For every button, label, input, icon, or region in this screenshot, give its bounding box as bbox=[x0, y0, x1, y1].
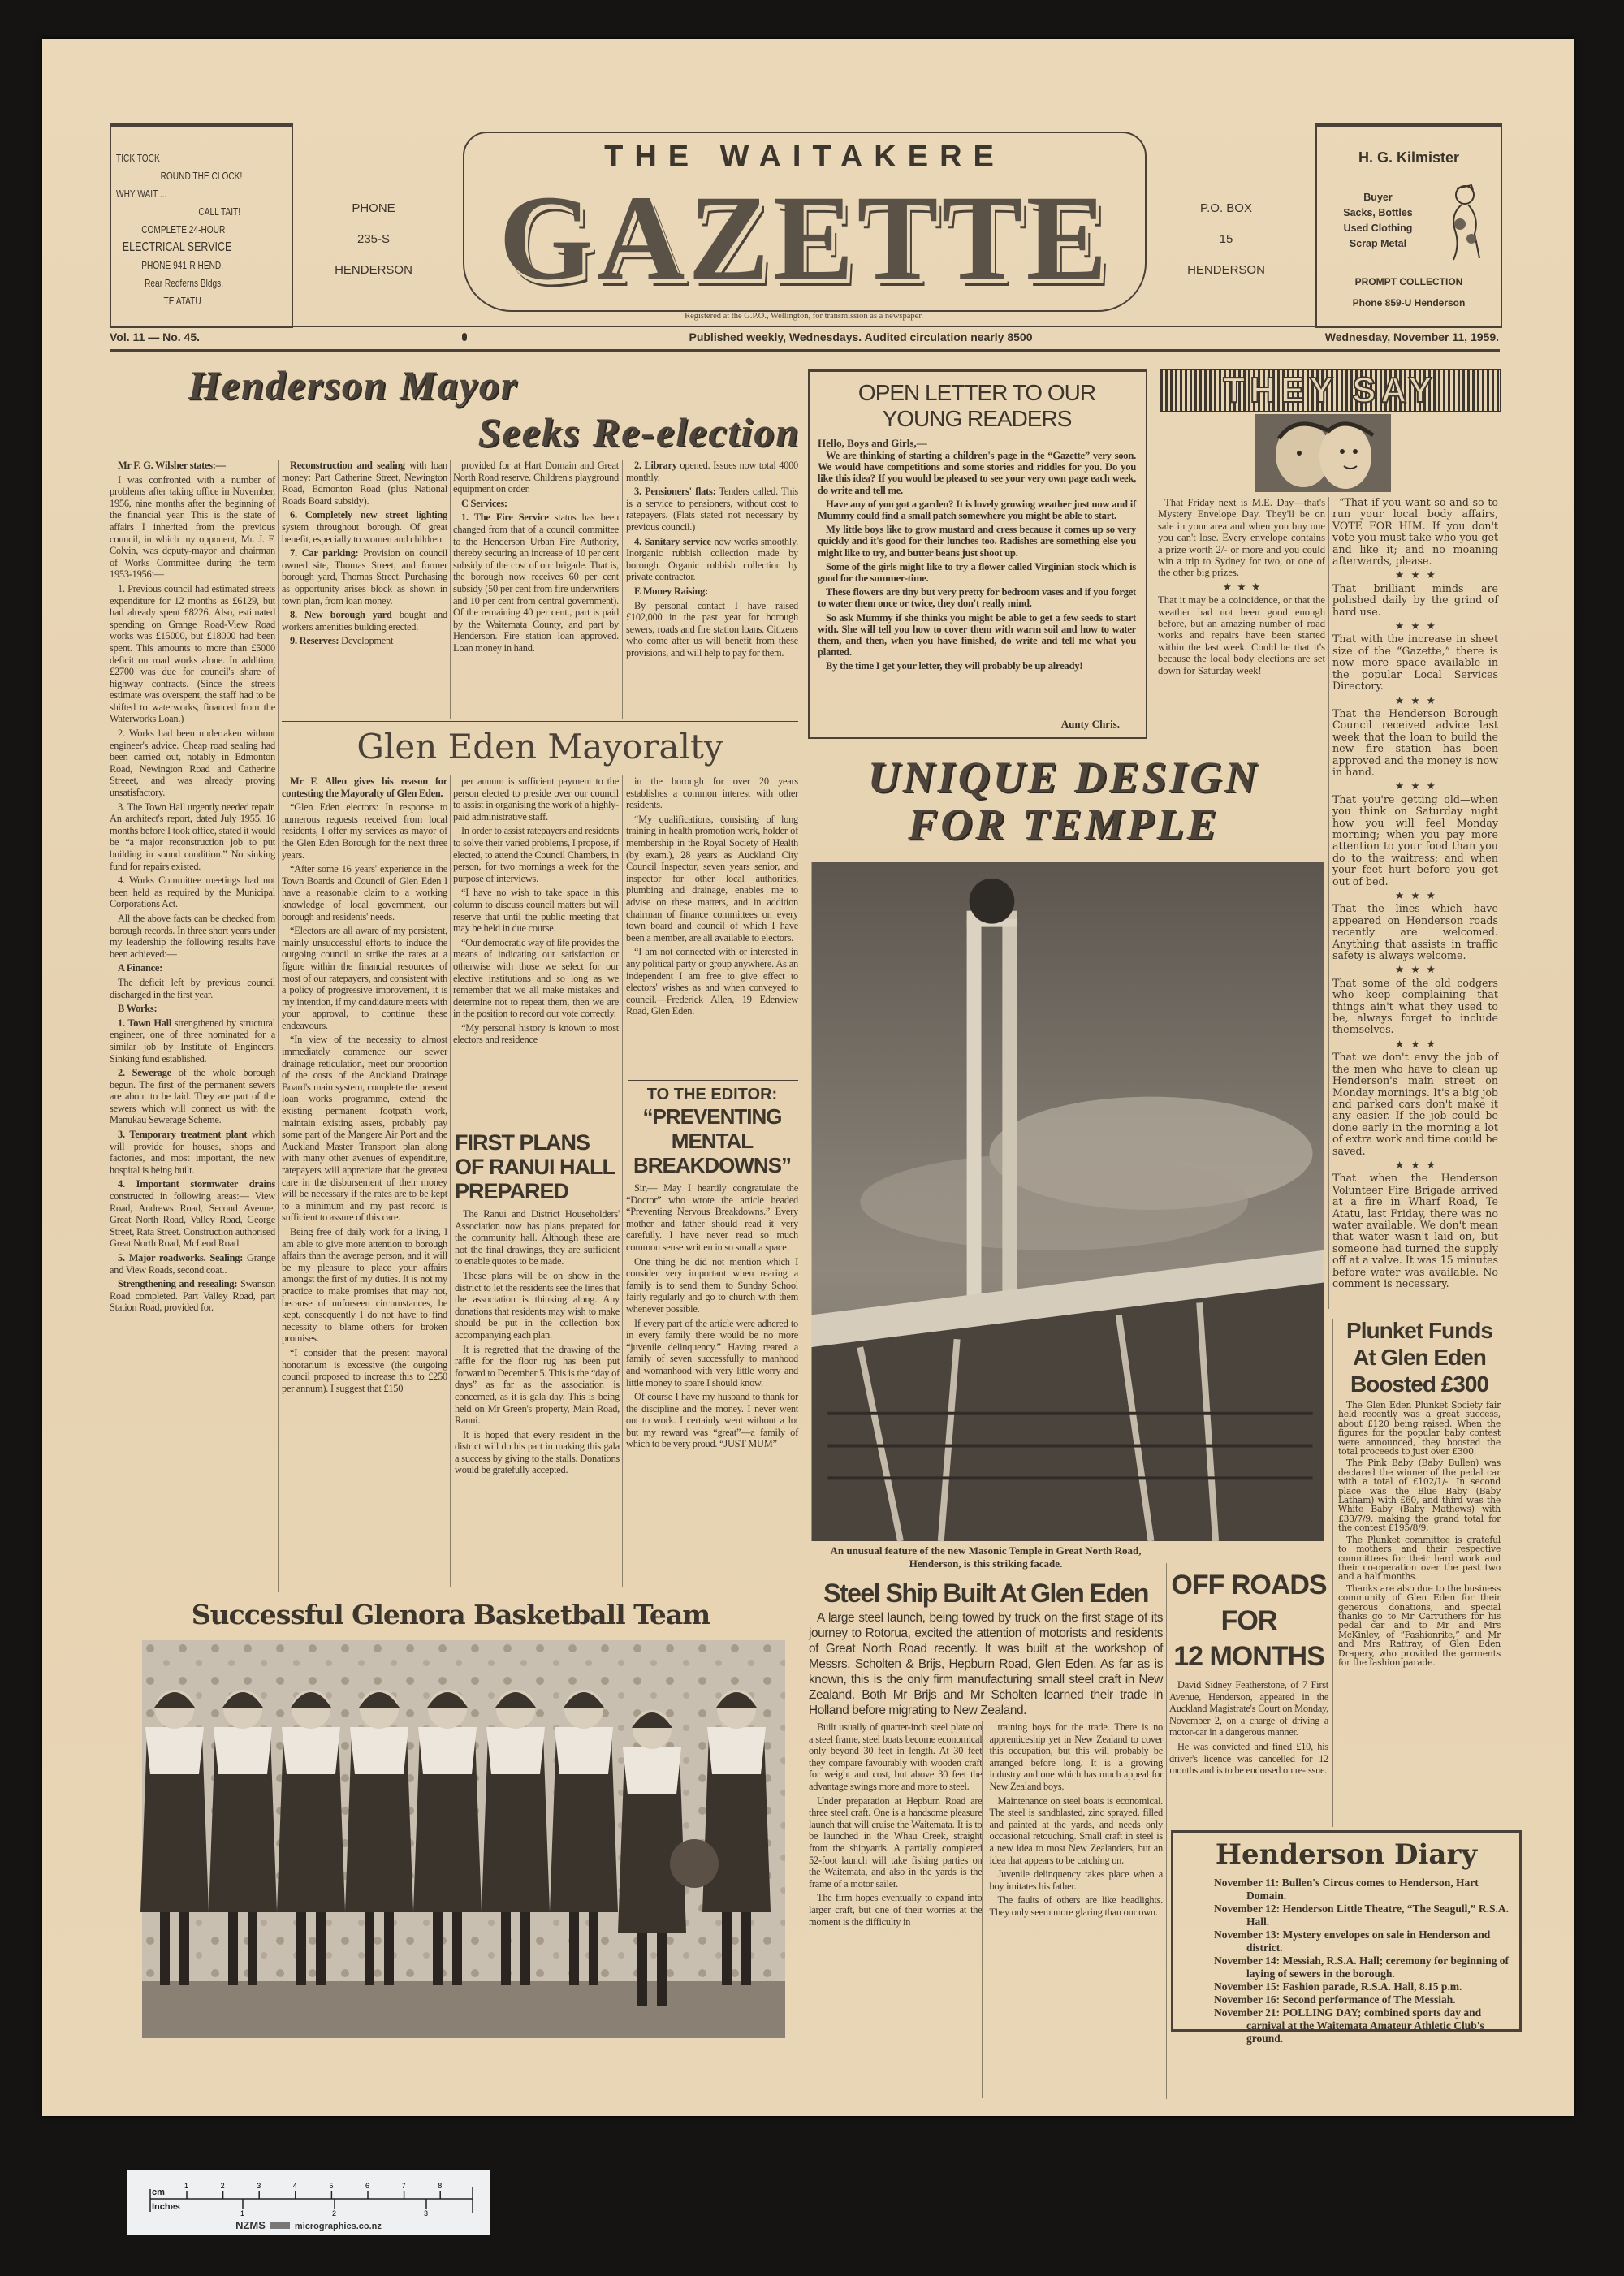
off-roads-headline bbox=[1169, 1567, 1328, 1674]
paragraph: These flowers are tiny but very pretty for bedroom vases and if you forget to water them once or twice, they don't really mind. bbox=[818, 586, 1136, 610]
ruler-inches-label: Inches bbox=[152, 2202, 180, 2212]
temple-headline bbox=[804, 754, 1324, 848]
paragraph bbox=[282, 460, 447, 507]
cm-tick-label: 2 bbox=[220, 2182, 225, 2190]
publication-note: Published weekly, Wednesdays. Audited circulation nearly 8500 bbox=[689, 330, 1033, 343]
paragraph: “I am not connected with or interested in any political party or group anywhere. As an independent I am free to give effect to electors' wishes as and when conveyed to council.—Frederick Allen, 19 Edenview Road, Glen Eden. bbox=[626, 946, 798, 1017]
paragraph: “My qualifications, consisting of long training in health promotion work, holder of membership in the Royal Society of Health (by exam.), 28 years as Auckland City Council Inspector, seven years senior, and inspector for other local authorities, plumbing and drainage, enables me to advise on these matters, and in addition chairman of finance committees on every town board and council of which I have been a member, are all available to electors. bbox=[626, 813, 798, 944]
paragraph: 1. Previous council had estimated streets expenditure for 12 months as £6129, but had already spent £8226. Also, estimated spending on Grange Road-View Road works was £15000, but £18000 had been spent. This amounts to more than £5000 deficit on road works alone. In addition, £2700 was due for council's share of highway contracts. (Since the streets estimate was overspent, the staff had to be shifted to waterworks, financed from the Waterworks Loan.) bbox=[110, 582, 275, 725]
inch-tick-label: 1 bbox=[240, 2209, 245, 2218]
paragraph: In order to assist ratepayers and residents to solve their varied problems, I propose, if elected, to attend the Council Chambers, in person, for two mornings a week for the purpose of interviews. bbox=[453, 825, 619, 884]
cm-tick-label: 5 bbox=[329, 2182, 334, 2190]
paragraph: The Ranui and District Householders' Association now has plans prepared for the community hall. Although these are not the final drawings, they are sufficient to enable quotes to be made. bbox=[455, 1208, 620, 1268]
paragraph-text: Grange and View Roads, second coat.. bbox=[110, 1252, 275, 1276]
cm-tick-label: 8 bbox=[438, 2182, 443, 2190]
temple-photo-caption: An unusual feature of the new Masonic Temple in Great North Road, Henderson, is this striking facade. bbox=[809, 1544, 1163, 1574]
paragraph-lead: Mr F. G. Wilsher states:— bbox=[118, 460, 226, 471]
phone-number: 235-S bbox=[356, 232, 391, 246]
column-divider bbox=[982, 1721, 983, 2098]
paragraph-text: constructed in following areas:— View Road, Andrews Road, Second Avenue, Great North Road, Valley Road, George Street, Rata Street. Construction authorised Great North Road, McLeod Road. bbox=[110, 1190, 275, 1250]
steel-ship-columns bbox=[809, 1721, 1163, 2098]
ad-line: Scrap Metal bbox=[1349, 238, 1407, 249]
headline-line: UNIQUE DESIGN bbox=[867, 753, 1260, 801]
gossip-cartoon-icon bbox=[1255, 414, 1391, 492]
editor-kicker: TO THE EDITOR: bbox=[646, 1086, 778, 1103]
paragraph: Being free of daily work for a living, I am able to give more attention to borough affairs than the average person, and it will be my pleasure to place your affairs amongst the first of my duties. It is not my practice to make promises that may not, because of unforseen circumstances, be kept, consequently I do not have to find necessity to blame others for broken promises. bbox=[282, 1225, 447, 1345]
paragraph-lead: E Money Raising: bbox=[634, 585, 708, 597]
column-divider bbox=[1328, 497, 1329, 1309]
paragraph-lead: 6. Completely new street lighting bbox=[290, 509, 447, 521]
paragraph-text: Swanson Road completed. Part Valley Road, part Station Road, provided for. bbox=[110, 1278, 275, 1314]
pobox-block bbox=[1169, 193, 1283, 286]
steel-ship-lead: A large steel launch, being towed by truck on the first stage of its journey to Rotorua, excited the attention of motorists and residents of Great North Road recently. It was built at the workshop of Messrs. Scholten & Brijs, Hepburn Road, Glen Eden. As far as is known, this is the only firm manufacturing small steel craft in New Zealand. Both Mr Brijs and Mr Scholten learned their trade in Holland before migrating to New Zealand. bbox=[809, 1611, 1163, 1717]
plunket-body bbox=[1338, 1401, 1501, 1827]
plunket-article bbox=[1338, 1317, 1501, 1827]
paragraph: Juvenile delinquency takes place when a boy imitates his father. bbox=[989, 1868, 1163, 1892]
ad-line: Sacks, Bottles bbox=[1343, 207, 1413, 218]
scale-ruler bbox=[127, 2170, 490, 2235]
paragraph bbox=[110, 1067, 275, 1126]
ad-line: PHONE 941-R HEND. bbox=[141, 259, 224, 271]
paragraph: 4. Works Committee meetings had not been held as required by the Municipal Corporations Act. bbox=[110, 875, 275, 910]
paragraph bbox=[626, 585, 798, 598]
paragraph: I was confronted with a number of problems after taking office in November, 1956, nine months after the beginning of the financial year. This is the state of affairs I inherited from the previous council, in which my opponent, Mr. J. F. Colvin, was deputy-mayor and chairman of Works Committee during the term 1953-1956:— bbox=[110, 473, 275, 581]
glen-eden-column-3 bbox=[626, 775, 798, 1076]
diary-entries bbox=[1173, 1873, 1519, 2045]
column-divider bbox=[1332, 1319, 1333, 1827]
player-blouse bbox=[486, 1727, 545, 1774]
column-divider bbox=[622, 775, 623, 1587]
paragraph: in the borough for over 20 years establishes a common interest with other residents. bbox=[626, 775, 798, 811]
editor-article bbox=[626, 1085, 798, 1587]
headline-line: OFF ROADS bbox=[1171, 1570, 1327, 1600]
ad-line: Rear Redferns Bldgs. bbox=[145, 277, 224, 289]
cm-tick-label: 3 bbox=[257, 2182, 261, 2190]
paragraph: ★ ★ ★ That some of the old codgers who keep complaining that things ain't what they used to be, always forget to include themselves. bbox=[1332, 964, 1498, 1035]
pobox-label: P.O. BOX bbox=[1200, 201, 1252, 215]
section-rule bbox=[282, 721, 798, 722]
paragraph: Built usually of quarter-inch steel plate on a steel frame, steel boats become economical only beyond 30 feet in length. At 30 feet they compare favourably with wooden craft for weight and cost, but above 30 feet the advantage swings more and more to steel. bbox=[809, 1721, 983, 1792]
paragraph-lead: 9. Reserves: bbox=[290, 635, 339, 647]
paragraph-lead: 2. Library bbox=[634, 460, 677, 471]
pobox-number: 15 bbox=[1219, 232, 1233, 246]
paragraph: “Glen Eden electors: In response to numerous requests received from local residents, I offer my services as mayor of the Glen Eden Borough for the next three years. bbox=[282, 801, 447, 861]
rag-man-illustration-icon bbox=[1439, 182, 1489, 263]
ruler-brand bbox=[127, 2220, 490, 2232]
headline-line: FOR TEMPLE bbox=[908, 800, 1220, 849]
ad-line: CALL TAIT! bbox=[198, 205, 241, 218]
ruler-cm-label: cm bbox=[152, 2187, 165, 2197]
ad-line: ROUND THE CLOCK! bbox=[160, 170, 243, 182]
ranui-article bbox=[455, 1130, 620, 1587]
paragraph: “After some 16 years' experience in the Town Boards and Council of Glen Eden I have a reasonable claim to a working knowledge of local government, our borough and residents' needs. bbox=[282, 863, 447, 922]
paragraph-text: now works smoothly. Inorganic rubbish collection made by borough. Organic rubbish collection by private contractor. bbox=[626, 535, 798, 583]
paragraph: November 11: Bullen's Circus comes to Henderson, Hart Domain. bbox=[1214, 1877, 1479, 1902]
paragraph bbox=[110, 1178, 275, 1250]
paragraph-lead: 1. The Fire Service bbox=[461, 512, 549, 524]
paragraph bbox=[110, 962, 275, 974]
headline-line: 12 MONTHS bbox=[1173, 1641, 1324, 1672]
player-blouse bbox=[418, 1727, 477, 1774]
bullet-mark bbox=[462, 333, 467, 341]
glen-eden-column-1 bbox=[282, 775, 447, 1587]
paragraph: Maintenance on steel boats is economical. The steel is sandblasted, zinc sprayed, filled and painted at the yards, and needs only occasional retouching. Small craft in steel is a new idea to most New Zealanders, but an idea that appears to be catching on. bbox=[989, 1794, 1163, 1866]
gazette-logo bbox=[463, 132, 1147, 312]
paragraph bbox=[282, 635, 447, 647]
masthead-rule-top bbox=[110, 326, 1500, 327]
steel-ship-column-1 bbox=[809, 1721, 983, 2098]
paragraph: The Pink Baby (Baby Bullen) was declared the winner of the pedal car with a total of £102/1/-. In second place was the Blue Baby (Baby Latham) with £60, and third was the White Baby (Baby Mathews) with £33/7/9, making the grand total for the contest £195/8/9. bbox=[1338, 1458, 1501, 1534]
paragraph: It is hoped that every resident in the district will do his part in making this gala a success by giving to the stalls. Donations would be gratefully accepted. bbox=[455, 1428, 620, 1476]
paragraph: “Our democratic way of life provides the means of indicating our satisfaction or otherwise with those we select for our elective institutions and so long as we remember that we all make mistakes and determine not to repeat them, then we are in the position to record our vote correctly. bbox=[453, 936, 619, 1020]
paragraph bbox=[282, 547, 447, 607]
paragraph: 2. Works had been undertaken without engineer's advice. Cheap road sealing had been carried out, notably in Edmonton Road, Newington Road and Catherine Streeet, and was already proving unsatisfactory. bbox=[110, 728, 275, 799]
cm-tick-label: 7 bbox=[401, 2182, 406, 2190]
ad-services bbox=[1325, 190, 1431, 252]
they-say-column-1 bbox=[1158, 497, 1325, 732]
paragraph-lead: 4. Sanitary service bbox=[634, 535, 711, 547]
paragraph-lead: 3. Temporary treatment plant bbox=[118, 1129, 248, 1141]
volume-number: Vol. 11 — No. 45. bbox=[110, 330, 201, 343]
paragraph: The firm hopes eventually to expand into larger craft, but one of their worries at the moment is the difficulty in bbox=[809, 1892, 983, 1928]
paragraph: “That if you want so and so to run your local body affairs, VOTE FOR HIM. If you don't vote you must take who you get and like it; and no moaning afterwards, please. bbox=[1332, 496, 1498, 568]
mayor-headline bbox=[110, 362, 800, 458]
plunket-headline: Plunket Funds At Glen Eden Boosted £300 bbox=[1346, 1318, 1492, 1397]
paragraph bbox=[626, 536, 798, 583]
paragraph: Under preparation at Hepburn Road are three steel craft. One is a handsome pleasure launch that will cruise the Waitemata. It is to be launched in the Whau Creek, straight from the shipyards. A partially completed 52-foot launch will take fishing parties on the Waitemata, and also in the yards is the frame of a motor sailer. bbox=[809, 1794, 983, 1889]
they-say-banner bbox=[1160, 369, 1501, 412]
brand-site: micrographics.co.nz bbox=[294, 2222, 382, 2231]
paragraph bbox=[453, 512, 619, 654]
paragraph-text: strengthened by structural engineer, one of three nominated for a similar job by Institute of Engineers. Sinking fund established. bbox=[110, 1017, 275, 1065]
paragraph bbox=[282, 509, 447, 545]
open-letter-greeting: Hello, Boys and Girls,— bbox=[818, 437, 927, 449]
mayor-column-1 bbox=[110, 460, 275, 1588]
open-letter-headline: OPEN LETTER TO OUR YOUNG READERS bbox=[857, 380, 1096, 431]
open-letter-body bbox=[818, 450, 1136, 718]
column-divider bbox=[278, 460, 279, 1592]
paragraph: He was convicted and fined £10, his driver's licence was cancelled for 12 months and is to be endorsed on re-issue. bbox=[1169, 1740, 1328, 1777]
paragraph: Some of the girls might like to try a flower called Virginian stock which is good for the summer-time. bbox=[818, 560, 1136, 585]
paragraph-lead: 7. Car parking: bbox=[290, 547, 359, 559]
paragraph-lead: B Works: bbox=[118, 1003, 158, 1015]
paragraph: “I have no wish to take space in this column to discuss council matters but will reserve that until the public meeting that may be held in due course. bbox=[453, 887, 619, 935]
paragraph-text: opened. Issues now total 4000 monthly. bbox=[626, 460, 798, 483]
paragraph: ★ ★ ★ That when the Henderson Volunteer Fire Brigade arrived at a fire in Wharf Road, Te Atatu, last Friday, there was no water available. We don't mean that water wasn't laid on, but someone had turned the supply off at a valve. It was 15 minutes before water was available. No comment is necessary. bbox=[1332, 1160, 1498, 1289]
brand-logo-icon bbox=[270, 2222, 290, 2229]
player-blouse bbox=[145, 1727, 204, 1774]
paragraph bbox=[110, 1278, 275, 1314]
cm-tick-label: 6 bbox=[365, 2182, 370, 2190]
paragraph-lead: Reconstruction and sealing bbox=[290, 460, 405, 471]
paragraph bbox=[110, 460, 275, 472]
ad-lines bbox=[111, 127, 292, 310]
paragraph: ★ ★ ★ That it may be a coincidence, or that the weather had not been good enough before, but an amazing number of road works and repairs have been started within the last week. Could be that it's because the local body elections are set down for Saturday week! bbox=[1158, 581, 1325, 676]
masonic-temple-photo bbox=[810, 862, 1325, 1541]
paragraph-lead: 1. Town Hall bbox=[118, 1017, 172, 1029]
paragraph-text: with loan money: Part Catherine Street, Newington Road, Edmonton Road (plus National Roads Board subsidy). bbox=[282, 460, 447, 507]
paragraph: One thing he did not mention which I consider very important when rearing a family is to send them to Sunday School fairly regularly and go to church with them whenever possible. bbox=[626, 1255, 798, 1315]
paragraph-lead: Mr F. Allen gives his reason for contesting the Mayoralty of Glen Eden. bbox=[282, 775, 447, 799]
open-letter-content bbox=[818, 380, 1136, 731]
paragraph-lead: 3. Pensioners' flats: bbox=[634, 486, 716, 498]
steel-ship-article bbox=[809, 1544, 1163, 2098]
column-divider bbox=[622, 460, 623, 719]
basketball-headline: Successful Glenora Basketball Team bbox=[191, 1599, 710, 1630]
steel-ship-column-2 bbox=[990, 1721, 1164, 2098]
ad-line: Buyer bbox=[1363, 192, 1393, 203]
they-say-column-2 bbox=[1332, 497, 1498, 1305]
paragraph: The Glen Eden Plunket Society fair held recently was a great success, about £120 being raised. When the figures for the popular baby contest were announced, they boosted the total proceeds to just over £300. bbox=[1338, 1400, 1501, 1458]
paragraph bbox=[626, 460, 798, 483]
ad-line: TICK TOCK bbox=[116, 152, 160, 164]
paragraph-text: status has been changed from that of a council committee to the Henderson Urban Fire Authority, thereby securing an increase of 10 per cent subsidy of the cost of our brigade. That is, the borough now receives 60 per cent subsidy (50 per cent from fire underwriters and 10 per cent from central government). Of the remaining 40 per cent., part is paid by the Waitemata County, and part by Henderson. Fire station loan approved. Loan money in hand. bbox=[453, 512, 619, 654]
paragraph: We are thinking of starting a children's page in the “Gazette” very soon. We would have competitions and some stories and riddles for you. Do you like this idea? If you would be pleased to see your very own page each week, do write and tell me. bbox=[818, 450, 1136, 496]
paragraph bbox=[282, 609, 447, 633]
ad-prompt: PROMPT COLLECTION bbox=[1354, 276, 1463, 287]
paragraph-text: Tenders called. This is a service to pensioners, without cost to ratepayers. (Flats stated not necessary by previous council.) bbox=[626, 486, 798, 533]
paragraph-lead: Strengthening and resealing: bbox=[118, 1278, 238, 1290]
editor-headline: “PREVENTING MENTAL BREAKDOWNS” bbox=[633, 1104, 792, 1177]
paragraph: “In view of the necessity to almost immediately commence our sewer drainage reticulation, meet our proportion of the costs of the Auckland Drainage Board's main system, complete the present loan works programme, extend the existing permanent footpath work, maintain existing assets, probably pay some part of the Mangere Air Port and the Auckland Master Transport plan along with many other avenues of expenditure, ratepayers will appreciate that the greatest care in the disbursement of their money will be necessary if the rates are to be kept to a minimum and my past record is sufficient to assure of this care. bbox=[282, 1034, 447, 1224]
paragraph: provided for at Hart Domain and Great North Road reserve. Children's playground equipment on order. bbox=[453, 460, 619, 495]
diary-content bbox=[1173, 1836, 1519, 2045]
paragraph-text: Provision on council owned site, Thomas Street, and former borough yard, Thomas Street. Purchasing as opportunity arises block as shown in town plan, from loan money. bbox=[282, 547, 447, 607]
ad-line: ELECTRICAL SERVICE bbox=[122, 240, 232, 254]
ad-phone: Phone 859-U Henderson bbox=[1352, 297, 1466, 309]
column-divider bbox=[450, 775, 451, 1587]
paragraph: training boys for the trade. There is no apprenticeship yet in New Zealand to cover this occupation, but this will probably be arranged before long. It is a growing industry and one which has much appeal for New Zealand boys. bbox=[989, 1721, 1163, 1792]
registered-note: Registered at the G.P.O., Wellington, for transmission as a newspaper. bbox=[685, 312, 923, 321]
open-letter-box bbox=[808, 369, 1147, 739]
ad-line: TE ATATU bbox=[163, 295, 201, 307]
paragraph: per annum is sufficient payment to the person elected to preside over our council to assist in organising the work of a highly-paid administrative staff. bbox=[453, 775, 619, 823]
paragraph: By personal contact I have raised £102,000 in the past year for borough sewers, roads and fire station loans. Citizens who come after us will benefit from these provisions, and will help to pay for them. bbox=[626, 599, 798, 659]
paragraph-text: system throughout borough. Of great benefit, especially to women and children. bbox=[282, 520, 447, 545]
banner-text: THEY SAY bbox=[1223, 370, 1437, 410]
paragraph-lead: 4. Important stormwater drains bbox=[118, 1178, 275, 1190]
diary-headline: Henderson Diary bbox=[1215, 1838, 1478, 1871]
issue-date: Wednesday, November 11, 1959. bbox=[1324, 330, 1499, 343]
player-blouse bbox=[707, 1727, 766, 1774]
player-blouse bbox=[282, 1727, 340, 1774]
henderson-diary-box bbox=[1171, 1830, 1522, 2045]
paragraph: November 13: Mystery envelopes on sale in Henderson and district. bbox=[1214, 1928, 1491, 1954]
ad-name: H. G. Kilmister bbox=[1358, 149, 1460, 166]
paragraph-lead: 2. Sewerage bbox=[118, 1067, 171, 1079]
steel-ship-headline: Steel Ship Built At Glen Eden bbox=[823, 1579, 1148, 1608]
phone-label: PHONE bbox=[352, 201, 395, 215]
headline-line: Henderson Mayor bbox=[188, 362, 519, 408]
paragraph bbox=[282, 775, 447, 799]
player-blouse bbox=[623, 1747, 681, 1794]
paragraph: So ask Mummy if she thinks you might be able to get a few seeds to start with. She will tell you how to cover them with warm soil and how to water them, and then, when you have finished, do write and tell me what you planted. bbox=[818, 611, 1136, 659]
tait-electrical-ad bbox=[110, 123, 293, 328]
paragraph-lead: A Finance: bbox=[118, 962, 162, 974]
ad-line: WHY WAIT ... bbox=[116, 188, 167, 200]
paragraph bbox=[110, 1017, 275, 1065]
kilmister-ad bbox=[1315, 123, 1502, 328]
masthead-rule-bottom bbox=[110, 349, 1500, 352]
logo-small-title: THE WAITAKERE bbox=[604, 140, 1005, 174]
paragraph: By the time I get your letter, they will probably be up already! bbox=[826, 660, 1083, 672]
paragraph: Have any of you got a garden? It is lovely growing weather just now and if Mummy could find a small patch somewhere you might be able to start. bbox=[818, 498, 1136, 522]
paragraph-text: which will provide for houses, shops and factories, and most important, the new hospital is being built. bbox=[110, 1129, 275, 1176]
headline-line: FOR bbox=[1220, 1605, 1277, 1636]
paragraph: November 16: Second performance of The Messiah. bbox=[1214, 1993, 1456, 2006]
paragraph: Sir,— May I heartily congratulate the “Doctor” who wrote the article headed “Preventing Nervous Breakdowns.” Every mother and father should read it very carefully. I have never read so much common sense written in so small a space. bbox=[626, 1182, 798, 1253]
logo-big-title: GAZETTE bbox=[499, 171, 1111, 305]
paragraph: “My personal history is known to most electors and residence bbox=[453, 1021, 619, 1046]
ad-line: Used Clothing bbox=[1343, 222, 1413, 234]
paragraph: ★ ★ ★ That with the increase in sheet size of the “Gazette,” there is now more space available in the popular Local Services Directory. bbox=[1332, 620, 1498, 692]
basketball-team-photo bbox=[142, 1640, 785, 2038]
paragraph: That Friday next is M.E. Day—that's Mystery Envelope Day. They'll be on sale in your area and when you buy one you can't lose. Every envelope contains a prize worth 2/- or more and you could win a trip to Sydney for two, or one of the other big prizes. bbox=[1158, 497, 1325, 579]
paragraph: ★ ★ ★ That we don't envy the job of the men who have to clean up Henderson's main street on Monday mornings. It's a big job and parked cars don't make it any easier. If the job could be done early in the morning a lot of extra work and time could be saved. bbox=[1332, 1039, 1498, 1157]
off-roads-body bbox=[1169, 1679, 1328, 1829]
paragraph bbox=[110, 1129, 275, 1176]
paragraph bbox=[110, 1252, 275, 1276]
basketball bbox=[670, 1839, 719, 1888]
column-divider bbox=[1166, 1563, 1167, 2099]
brand-name: NZMS bbox=[235, 2219, 266, 2231]
paragraph: ★ ★ ★ That the Henderson Borough Council received advice last week that the loan to build the new fire station has been approved and the money is now in hand. bbox=[1332, 695, 1498, 779]
paragraph: November 15: Fashion parade, R.S.A. Hall, 8.15 p.m. bbox=[1214, 1980, 1462, 1993]
section-rule bbox=[628, 1080, 798, 1081]
player-blouse bbox=[214, 1727, 272, 1774]
player-blouse bbox=[555, 1727, 613, 1774]
paragraph-text: Development bbox=[339, 635, 394, 647]
ranui-headline: FIRST PLANS OF RANUI HALL PREPARED bbox=[455, 1130, 615, 1203]
paragraph: November 21: POLLING DAY; combined sports day and carnival at the Waitemata Amateur Athletic Club's ground. bbox=[1214, 2006, 1484, 2045]
paragraph bbox=[453, 498, 619, 510]
headline-line: Seeks Re-election bbox=[477, 409, 800, 455]
paragraph-text: of the whole borough begun. The first of the permanent sewers are about to be laid. They are part of the sewers which will connect us with the Manukau Sewerage Scheme. bbox=[110, 1067, 275, 1126]
paragraph: ★ ★ ★ That brilliant minds are polished daily by the grind of hard use. bbox=[1332, 569, 1498, 618]
ranui-body bbox=[455, 1208, 620, 1587]
pobox-town: HENDERSON bbox=[1187, 263, 1265, 277]
mayor-column-4 bbox=[626, 460, 798, 719]
paragraph: ★ ★ ★ That the lines which have appeared on Henderson roads recently are welcomed. Anything that assists in traffic safety is always welcome. bbox=[1332, 890, 1498, 961]
paragraph: Thanks are also due to the business community of Glen Eden for their generous donations, and special thanks go to Mr Carruthers for his pedal car and to Mr and Mrs McKinley, of “Fashionrite,” and Mr and Mrs Rattray, of Glen Eden Drapery, who provided the garments for the fashion parade. bbox=[1338, 1583, 1501, 1668]
glen-eden-headline: Glen Eden Mayoralty bbox=[356, 727, 723, 767]
player-blouse bbox=[350, 1727, 408, 1774]
off-roads-article bbox=[1169, 1567, 1328, 1829]
cm-tick-label: 1 bbox=[184, 2182, 189, 2190]
paragraph: November 12: Henderson Little Theatre, “The Seagull,” R.S.A. Hall. bbox=[1214, 1902, 1509, 1928]
glen-eden-column-2 bbox=[453, 775, 619, 1116]
paragraph: My little boys like to grow mustard and cress because it comes up so very quickly and it's good for their lunches too. Radishes are something else you might like to try, and butter beans just shoot up. bbox=[818, 524, 1136, 559]
paragraph: These plans will be on show in the district to let the residents see the lines that the association is thinking along. Any donations that residents may wish to make should be put in the collection box accompanying each plan. bbox=[455, 1269, 620, 1341]
paragraph: November 14: Messiah, R.S.A. Hall; ceremony for beginning of laying of sewers in the borough. bbox=[1214, 1954, 1509, 1980]
paragraph bbox=[626, 486, 798, 533]
inch-tick-label: 3 bbox=[424, 2209, 429, 2218]
paragraph: “I consider that the present mayoral honorarium is excessive (the outgoing council proposed to increase this to £250 per annum). I suggest that £150 bbox=[282, 1346, 447, 1394]
paragraph: David Sidney Featherstone, of 7 First Avenue, Henderson, appeared in the Auckland Magistrate's Court on Monday, November 2, on a charge of driving a motor-car in a dangerous manner. bbox=[1169, 1679, 1328, 1738]
paragraph-lead: 5. Major roadworks. Sealing: bbox=[118, 1252, 244, 1263]
paragraph-text: bought and workers amenities building erected. bbox=[282, 609, 447, 633]
paragraph: 3. The Town Hall urgently needed repair. An architect's report, dated July 1955, 16 months before I took office, stated it would be “a major reconstruction job to put building in sound condition.” No sinking fund for repairs existed. bbox=[110, 801, 275, 872]
ad-line: COMPLETE 24-HOUR bbox=[141, 223, 226, 235]
cm-tick-label: 4 bbox=[292, 2182, 297, 2190]
paragraph: It is regretted that the drawing of the raffle for the floor rug has been put forward to December 5. This is the “day of days” as far as the association is concerned, as it is gala day. This is being held on Mr Green's property, Main Road, Ranui. bbox=[455, 1343, 620, 1427]
column-divider bbox=[450, 460, 451, 719]
mayor-column-2 bbox=[282, 460, 447, 719]
paragraph-lead: C Services: bbox=[461, 497, 508, 509]
paragraph: ★ ★ ★ That you're getting old—when you think on Saturday night how you will feel Monday morning; when you pay more attention to your food than you do to the waitress; and when your feet hurt before you get out of bed. bbox=[1332, 780, 1498, 888]
paragraph-lead: 8. New borough yard bbox=[290, 609, 392, 621]
paragraph: If every part of the article were adhered to in every family there would be no more “juvenile delinquency.” Having reared a family of seven successfully to manhood and womanhood with very little worry and little money to spare I should know. bbox=[626, 1317, 798, 1388]
paragraph: The Plunket committee is grateful to mothers and their respective committees for their hard work and their co-operation over the past two and a half months. bbox=[1338, 1534, 1501, 1583]
paragraph: Of course I have my husband to thank for the discipline and the money. I never went out to work. I certainly went without a lot but my reward was “great”—a family of which to be very proud. “JUST MUM” bbox=[626, 1391, 798, 1450]
phone-block bbox=[317, 193, 430, 286]
paragraph: The deficit left by previous council discharged in the first year. bbox=[110, 976, 275, 1000]
paragraph: The faults of others are like headlights. They only seem more glaring than our own. bbox=[989, 1894, 1163, 1918]
paragraph: “Electors are all aware of my persistent, mainly unsuccessful efforts to induce the outgoing council to strike the rates at a figure within the financial resources of most of our ratepayers, and consistent with a policy of progressive improvement, it is my intention, if my candidature meets with your approval, to continue these endeavours. bbox=[282, 925, 447, 1031]
paragraph: All the above facts can be checked from borough records. In three short years under my leadership the following results have been achieved:— bbox=[110, 912, 275, 960]
editor-body bbox=[626, 1182, 798, 1587]
paragraph bbox=[110, 1003, 275, 1015]
mayor-column-3 bbox=[453, 460, 619, 719]
open-letter-signature: Aunty Chris. bbox=[1060, 718, 1120, 730]
phone-town: HENDERSON bbox=[335, 263, 412, 277]
inch-tick-label: 2 bbox=[332, 2209, 337, 2218]
